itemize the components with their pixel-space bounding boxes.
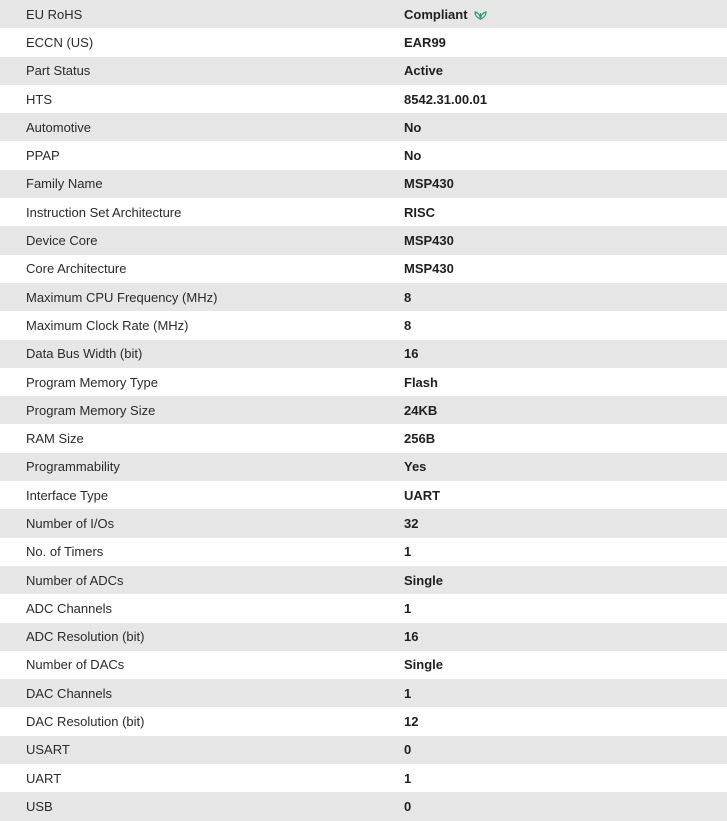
- spec-value-cell: [379, 623, 727, 651]
- spec-label: Number of ADCs: [26, 572, 124, 588]
- spec-label: ADC Channels: [26, 600, 112, 616]
- spec-value: MSP430: [404, 261, 454, 277]
- spec-value-cell: [379, 453, 727, 481]
- spec-value-cell: [379, 707, 727, 735]
- table-row: [0, 707, 727, 735]
- leaf-icon: [474, 8, 487, 19]
- spec-value: 0: [404, 742, 412, 758]
- spec-label: Core Architecture: [26, 261, 127, 277]
- spec-label: Data Bus Width (bit): [26, 346, 143, 362]
- table-row: [0, 424, 727, 452]
- spec-value-cell: [379, 538, 727, 566]
- spec-value: RISC: [404, 204, 436, 220]
- spec-value-cell: [379, 311, 727, 339]
- spec-value: 1: [404, 544, 412, 560]
- table-row: [0, 311, 727, 339]
- spec-value: 8: [404, 317, 412, 333]
- spec-label: Maximum Clock Rate (MHz): [26, 317, 189, 333]
- spec-value: 256B: [404, 431, 436, 447]
- spec-value-cell: [379, 764, 727, 792]
- spec-value-cell: [379, 283, 727, 311]
- spec-label: HTS: [26, 91, 52, 107]
- table-row: [0, 283, 727, 311]
- table-row: [0, 566, 727, 594]
- spec-value-cell: [379, 679, 727, 707]
- spec-label: Program Memory Size: [26, 402, 156, 418]
- spec-value: 24KB: [404, 402, 438, 418]
- spec-value: No: [404, 119, 422, 135]
- spec-label: ECCN (US): [26, 34, 94, 50]
- spec-value-cell: [379, 368, 727, 396]
- table-row: [0, 453, 727, 481]
- table-row: [0, 57, 727, 85]
- table-row: [0, 764, 727, 792]
- spec-value: Active: [404, 63, 444, 79]
- spec-value: 0: [404, 798, 412, 814]
- spec-label: ADC Resolution (bit): [26, 629, 145, 645]
- spec-value: EAR99: [404, 34, 446, 50]
- spec-value: Compliant: [404, 6, 468, 22]
- spec-label: Maximum CPU Frequency (MHz): [26, 289, 218, 305]
- table-row: [0, 792, 727, 820]
- spec-label: Family Name: [26, 176, 103, 192]
- spec-value-cell: [379, 255, 727, 283]
- spec-value-cell: [379, 509, 727, 537]
- spec-value: MSP430: [404, 233, 454, 249]
- table-row: [0, 623, 727, 651]
- table-row: [0, 340, 727, 368]
- spec-value-cell: [379, 736, 727, 764]
- spec-value: No: [404, 148, 422, 164]
- table-row: [0, 170, 727, 198]
- spec-value-cell: [379, 141, 727, 169]
- table-row: [0, 255, 727, 283]
- spec-label: UART: [26, 770, 62, 786]
- spec-label: Part Status: [26, 63, 91, 79]
- spec-value: 8542.31.00.01: [404, 91, 488, 107]
- spec-value-cell: [379, 198, 727, 226]
- spec-label: Program Memory Type: [26, 374, 158, 390]
- spec-value: 1: [404, 770, 412, 786]
- spec-label: Programmability: [26, 459, 120, 475]
- table-row: [0, 141, 727, 169]
- spec-value: 12: [404, 714, 419, 730]
- spec-label: USB: [26, 798, 53, 814]
- table-row: [0, 736, 727, 764]
- spec-value-cell: [379, 424, 727, 452]
- spec-value-cell: [379, 396, 727, 424]
- spec-value-cell: [379, 481, 727, 509]
- table-row: [0, 679, 727, 707]
- spec-value: Yes: [404, 459, 427, 475]
- spec-label: Device Core: [26, 233, 98, 249]
- spec-value: 8: [404, 289, 412, 305]
- table-row: [0, 651, 727, 679]
- spec-label: PPAP: [26, 148, 60, 164]
- spec-value: 32: [404, 515, 419, 531]
- spec-label: Number of I/Os: [26, 515, 115, 531]
- spec-label: No. of Timers: [26, 544, 104, 560]
- spec-value: Flash: [404, 374, 438, 390]
- spec-value: 1: [404, 685, 412, 701]
- spec-label: Interface Type: [26, 487, 109, 503]
- spec-value-cell: [379, 113, 727, 141]
- spec-label: Number of DACs: [26, 657, 125, 673]
- table-row: [0, 113, 727, 141]
- spec-value-cell: [379, 651, 727, 679]
- spec-value: Single: [404, 572, 444, 588]
- spec-label: RAM Size: [26, 431, 84, 447]
- spec-value-cell: [379, 594, 727, 622]
- spec-value: 16: [404, 629, 419, 645]
- table-row: [0, 226, 727, 254]
- table-row: [0, 509, 727, 537]
- spec-value-cell: [379, 57, 727, 85]
- table-row: [0, 28, 727, 56]
- spec-label: EU RoHS: [26, 6, 83, 22]
- table-row: [0, 538, 727, 566]
- spec-value: UART: [404, 487, 441, 503]
- spec-value-cell: [379, 340, 727, 368]
- table-row: [0, 396, 727, 424]
- table-row: [0, 198, 727, 226]
- spec-value: MSP430: [404, 176, 454, 192]
- spec-value-cell: [379, 28, 727, 56]
- table-row: [0, 368, 727, 396]
- table-row: [0, 0, 727, 28]
- table-row: [0, 481, 727, 509]
- spec-value-cell: [379, 170, 727, 198]
- spec-value: 1: [404, 600, 412, 616]
- table-row: [0, 594, 727, 622]
- spec-label: DAC Channels: [26, 685, 112, 701]
- spec-label: Instruction Set Architecture: [26, 204, 182, 220]
- table-row: [0, 85, 727, 113]
- spec-label: USART: [26, 742, 70, 758]
- spec-value-cell: [379, 566, 727, 594]
- spec-value-cell: [379, 0, 727, 28]
- spec-value-cell: [379, 85, 727, 113]
- spec-label: DAC Resolution (bit): [26, 714, 145, 730]
- spec-value-cell: [379, 226, 727, 254]
- spec-value: Single: [404, 657, 444, 673]
- spec-value: 16: [404, 346, 419, 362]
- spec-value-cell: [379, 792, 727, 820]
- spec-label: Automotive: [26, 119, 92, 135]
